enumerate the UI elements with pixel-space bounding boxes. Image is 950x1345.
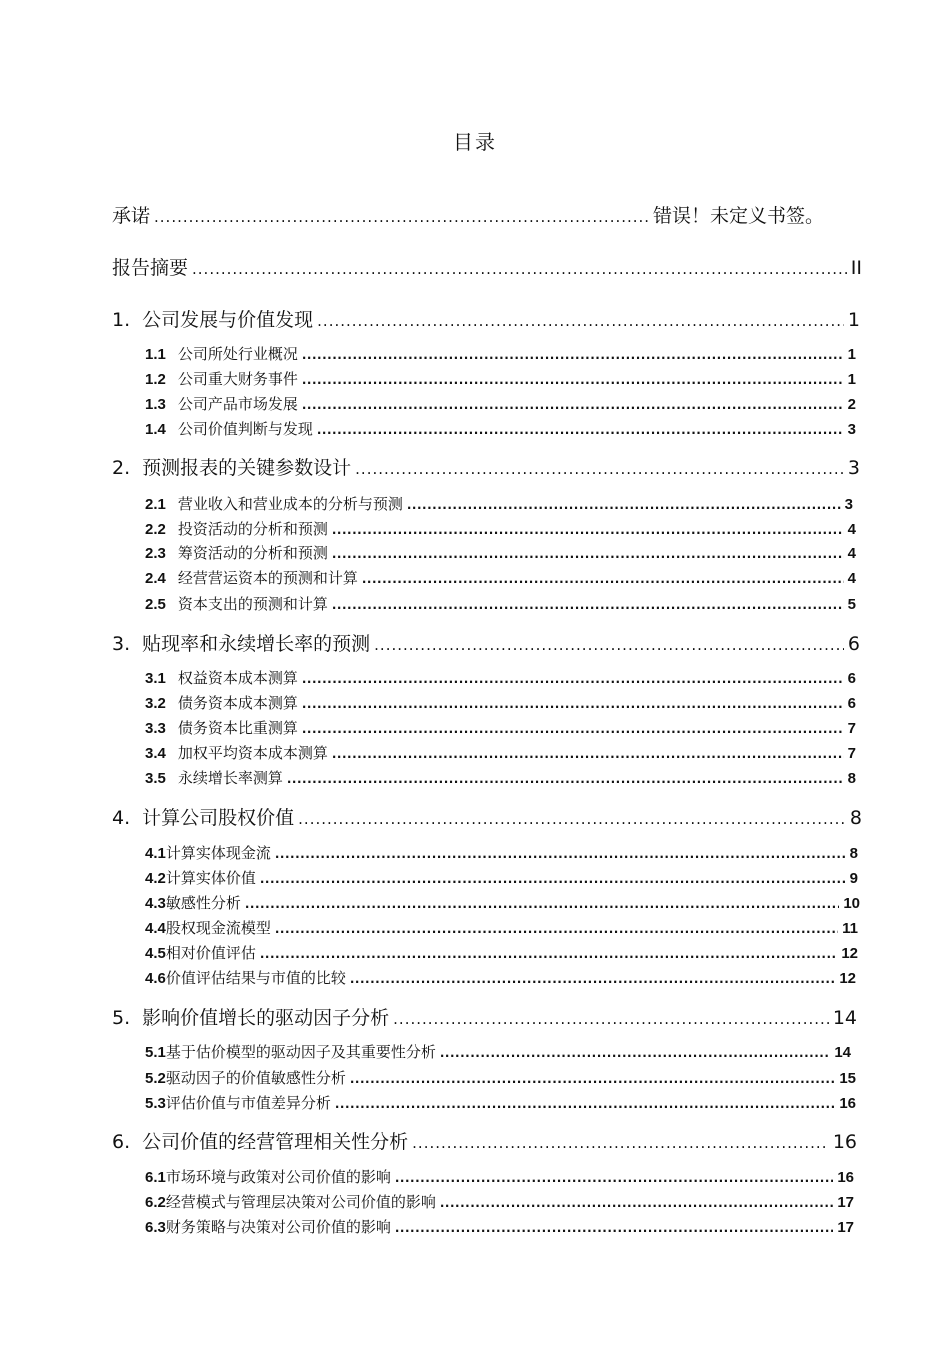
toc-section-number: 3. <box>112 633 131 655</box>
toc-subsection-4-3[interactable] <box>145 892 860 913</box>
toc-section-number: 4.1 <box>145 845 166 862</box>
toc-section-number: 2.5 <box>145 596 166 613</box>
toc-section-number: 2.2 <box>145 521 166 538</box>
toc-section-2[interactable] <box>112 453 860 480</box>
toc-leader <box>275 922 838 936</box>
toc-page-number: 14 <box>832 1007 857 1029</box>
toc-leader <box>154 208 649 226</box>
toc-leader <box>440 1046 830 1060</box>
toc-entry-commitment[interactable] <box>112 201 824 228</box>
toc-leader <box>192 260 847 278</box>
toc-subsection-6-3[interactable] <box>145 1216 854 1237</box>
toc-entry-text: 基于估价模型的驱动因子及其重要性分析 <box>165 1043 436 1061</box>
toc-leader <box>350 972 835 986</box>
toc-entry-text: 相对价值评估 <box>165 944 256 962</box>
toc-entry-text: 营业收入和营业成本的分析与预测 <box>177 495 403 513</box>
toc-section-number: 1.3 <box>145 396 166 413</box>
toc-page-number: 15 <box>839 1070 856 1087</box>
toc-page-number: 3 <box>847 421 856 438</box>
toc-page-number: 错误！未定义书签。 <box>652 205 824 227</box>
toc-leader <box>332 523 844 537</box>
toc-section-number: 3.2 <box>145 695 166 712</box>
toc-entry-text: 驱动因子的价值敏感性分析 <box>165 1069 346 1087</box>
toc-subsection-3-2[interactable] <box>145 692 856 713</box>
toc-leader <box>412 1134 829 1152</box>
toc-subsection-3-4[interactable] <box>145 742 856 763</box>
toc-page-number: 8 <box>849 807 862 829</box>
toc-page-number: 5 <box>847 596 856 613</box>
toc-page-number: 17 <box>837 1219 854 1236</box>
toc-entry-text: 承诺 <box>112 205 151 227</box>
toc-subsection-4-2[interactable] <box>145 867 858 888</box>
toc-page-number: 16 <box>837 1169 854 1186</box>
toc-subsection-4-1[interactable] <box>145 842 858 863</box>
toc-page-number: 6 <box>847 633 860 655</box>
toc-leader <box>302 373 844 387</box>
toc-section-number: 3.3 <box>145 720 166 737</box>
toc-section-number: 4.3 <box>145 895 166 912</box>
toc-leader <box>302 348 844 362</box>
toc-entry-text: 影响价值增长的驱动因子分析 <box>142 1007 390 1029</box>
toc-subsection-3-3[interactable] <box>145 717 856 738</box>
toc-subsection-2-3[interactable] <box>145 542 856 563</box>
toc-leader <box>407 498 841 512</box>
toc-page-number: 1 <box>847 309 860 331</box>
toc-leader <box>374 636 844 654</box>
toc-page-number: 8 <box>849 845 858 862</box>
toc-entry-summary[interactable] <box>112 253 862 280</box>
toc-entry-text: 公司所处行业概况 <box>177 345 298 363</box>
toc-entry-text: 公司价值判断与发现 <box>177 420 313 438</box>
toc-leader <box>260 947 837 961</box>
toc-page-number: 12 <box>841 945 858 962</box>
toc-subsection-5-2[interactable] <box>145 1067 856 1088</box>
toc-page-number: 8 <box>847 770 856 787</box>
toc-entry-text: 预测报表的关键参数设计 <box>142 457 352 479</box>
toc-section-1[interactable] <box>112 305 860 332</box>
toc-section-number: 3.1 <box>145 670 166 687</box>
toc-leader <box>440 1196 833 1210</box>
toc-title: 目录 <box>453 130 497 154</box>
toc-leader <box>317 423 844 437</box>
toc-leader <box>332 598 844 612</box>
toc-leader <box>302 672 844 686</box>
toc-entry-text: 评估价值与市值差异分析 <box>165 1094 331 1112</box>
toc-page-number: 3 <box>844 496 853 513</box>
toc-page-number: 17 <box>837 1194 854 1211</box>
toc-page-number: 1 <box>847 346 856 363</box>
toc-page-number: 2 <box>847 396 856 413</box>
toc-leader <box>245 897 839 911</box>
toc-entry-text: 资本支出的预测和计算 <box>177 595 328 613</box>
toc-leader <box>395 1171 833 1185</box>
toc-section-number: 4.2 <box>145 870 166 887</box>
toc-subsection-1-1[interactable] <box>145 343 856 364</box>
toc-leader <box>355 460 844 478</box>
toc-section-number: 5. <box>112 1007 131 1029</box>
toc-section-number: 3.5 <box>145 770 166 787</box>
toc-page-number: 6 <box>847 695 856 712</box>
toc-entry-text: 筹资活动的分析和预测 <box>177 544 328 562</box>
toc-section-number: 4.4 <box>145 920 166 937</box>
toc-page-number: 16 <box>832 1131 857 1153</box>
toc-entry-text: 敏感性分析 <box>165 894 241 912</box>
toc-subsection-1-4[interactable] <box>145 418 856 439</box>
toc-entry-text: 贴现率和永续增长率的预测 <box>142 633 371 655</box>
toc-entry-text: 债务资本成本测算 <box>177 694 298 712</box>
toc-leader <box>302 722 844 736</box>
toc-leader <box>335 1097 835 1111</box>
toc-section-number: 1.4 <box>145 421 166 438</box>
toc-entry-text: 计算实体价值 <box>165 869 256 887</box>
toc-entry-text: 计算公司股权价值 <box>142 807 295 829</box>
toc-section-number: 2.3 <box>145 545 166 562</box>
toc-section-number: 5.2 <box>145 1070 166 1087</box>
toc-section-number: 6.1 <box>145 1169 166 1186</box>
toc-subsection-6-1[interactable] <box>145 1166 854 1187</box>
toc-page-number: 11 <box>842 920 858 937</box>
toc-leader <box>362 572 844 586</box>
toc-page-number: II <box>850 257 862 279</box>
toc-section-3[interactable] <box>112 629 860 656</box>
toc-entry-text: 股权现金流模型 <box>165 919 271 937</box>
toc-leader <box>393 1010 829 1028</box>
toc-leader <box>317 312 844 330</box>
toc-page-number: 7 <box>847 720 856 737</box>
toc-page-number: 14 <box>834 1044 851 1061</box>
toc-entry-text: 投资活动的分析和预测 <box>177 520 328 538</box>
toc-leader <box>332 547 844 561</box>
toc-section-number: 2.4 <box>145 570 166 587</box>
toc-section-number: 6.3 <box>145 1219 166 1236</box>
toc-page-number: 4 <box>847 521 856 538</box>
toc-subsection-5-1[interactable] <box>145 1041 851 1062</box>
toc-leader <box>350 1072 835 1086</box>
toc-entry-text: 公司价值的经营管理相关性分析 <box>142 1131 409 1153</box>
toc-subsection-4-5[interactable] <box>145 942 858 963</box>
toc-leader <box>260 872 846 886</box>
toc-entry-text: 报告摘要 <box>112 257 189 279</box>
toc-entry-text: 永续增长率测算 <box>177 769 283 787</box>
toc-section-number: 4.5 <box>145 945 166 962</box>
toc-entry-text: 公司重大财务事件 <box>177 370 298 388</box>
toc-page-number: 9 <box>849 870 858 887</box>
toc-subsection-5-3[interactable] <box>145 1092 856 1113</box>
toc-subsection-3-5[interactable] <box>145 767 856 788</box>
toc-section-number: 6.2 <box>145 1194 166 1211</box>
toc-page-number: 16 <box>839 1095 856 1112</box>
toc-leader <box>302 398 844 412</box>
toc-section-number: 6. <box>112 1131 131 1153</box>
toc-entry-text: 加权平均资本成本测算 <box>177 744 328 762</box>
toc-leader <box>302 697 844 711</box>
toc-section-number: 1.1 <box>145 346 166 363</box>
toc-subsection-2-5[interactable] <box>145 593 856 614</box>
toc-section-number: 1. <box>112 309 131 331</box>
toc-page-number: 10 <box>843 895 860 912</box>
toc-page-number: 3 <box>847 457 860 479</box>
toc-entry-text: 经营营运资本的预测和计算 <box>177 569 358 587</box>
toc-subsection-3-1[interactable] <box>145 667 856 688</box>
toc-leader <box>287 772 844 786</box>
toc-subsection-2-1[interactable] <box>145 493 853 514</box>
toc-entry-text: 计算实体现金流 <box>165 844 271 862</box>
toc-leader <box>275 847 846 861</box>
toc-entry-text: 公司发展与价值发现 <box>142 309 314 331</box>
toc-leader <box>395 1221 833 1235</box>
toc-page-number: 12 <box>839 970 856 987</box>
toc-entry-text: 权益资本成本测算 <box>177 669 298 687</box>
toc-entry-text: 债务资本比重测算 <box>177 719 298 737</box>
toc-subsection-4-4[interactable] <box>145 917 858 938</box>
toc-page-number: 4 <box>847 545 856 562</box>
toc-page-number: 1 <box>847 371 856 388</box>
toc-leader <box>332 747 844 761</box>
toc-subsection-2-4[interactable] <box>145 567 856 588</box>
toc-entry-text: 公司产品市场发展 <box>177 395 298 413</box>
toc-page-number: 7 <box>847 745 856 762</box>
toc-section-number: 4. <box>112 807 131 829</box>
toc-subsection-1-3[interactable] <box>145 393 856 414</box>
toc-subsection-2-2[interactable] <box>145 518 856 539</box>
toc-subsection-6-2[interactable] <box>145 1191 854 1212</box>
toc-entry-text: 市场环境与政策对公司价值的影响 <box>165 1168 391 1186</box>
toc-subsection-1-2[interactable] <box>145 368 856 389</box>
toc-section-number: 5.3 <box>145 1095 166 1112</box>
toc-leader <box>298 810 846 828</box>
toc-section-number: 4.6 <box>145 970 166 987</box>
toc-section-4[interactable] <box>112 803 862 830</box>
toc-subsection-4-6[interactable] <box>145 967 856 988</box>
toc-section-number: 2.1 <box>145 496 166 513</box>
toc-page-number: 6 <box>847 670 856 687</box>
toc-section-number: 2. <box>112 457 131 479</box>
toc-section-5[interactable] <box>112 1003 857 1030</box>
toc-section-number: 1.2 <box>145 371 166 388</box>
toc-entry-text: 价值评估结果与市值的比较 <box>165 969 346 987</box>
toc-section-number: 5.1 <box>145 1044 166 1061</box>
toc-section-6[interactable] <box>112 1127 857 1154</box>
toc-entry-text: 财务策略与决策对公司价值的影响 <box>165 1218 391 1236</box>
toc-section-number: 3.4 <box>145 745 166 762</box>
toc-entry-text: 经营模式与管理层决策对公司价值的影响 <box>165 1193 436 1211</box>
toc-page-number: 4 <box>847 570 856 587</box>
